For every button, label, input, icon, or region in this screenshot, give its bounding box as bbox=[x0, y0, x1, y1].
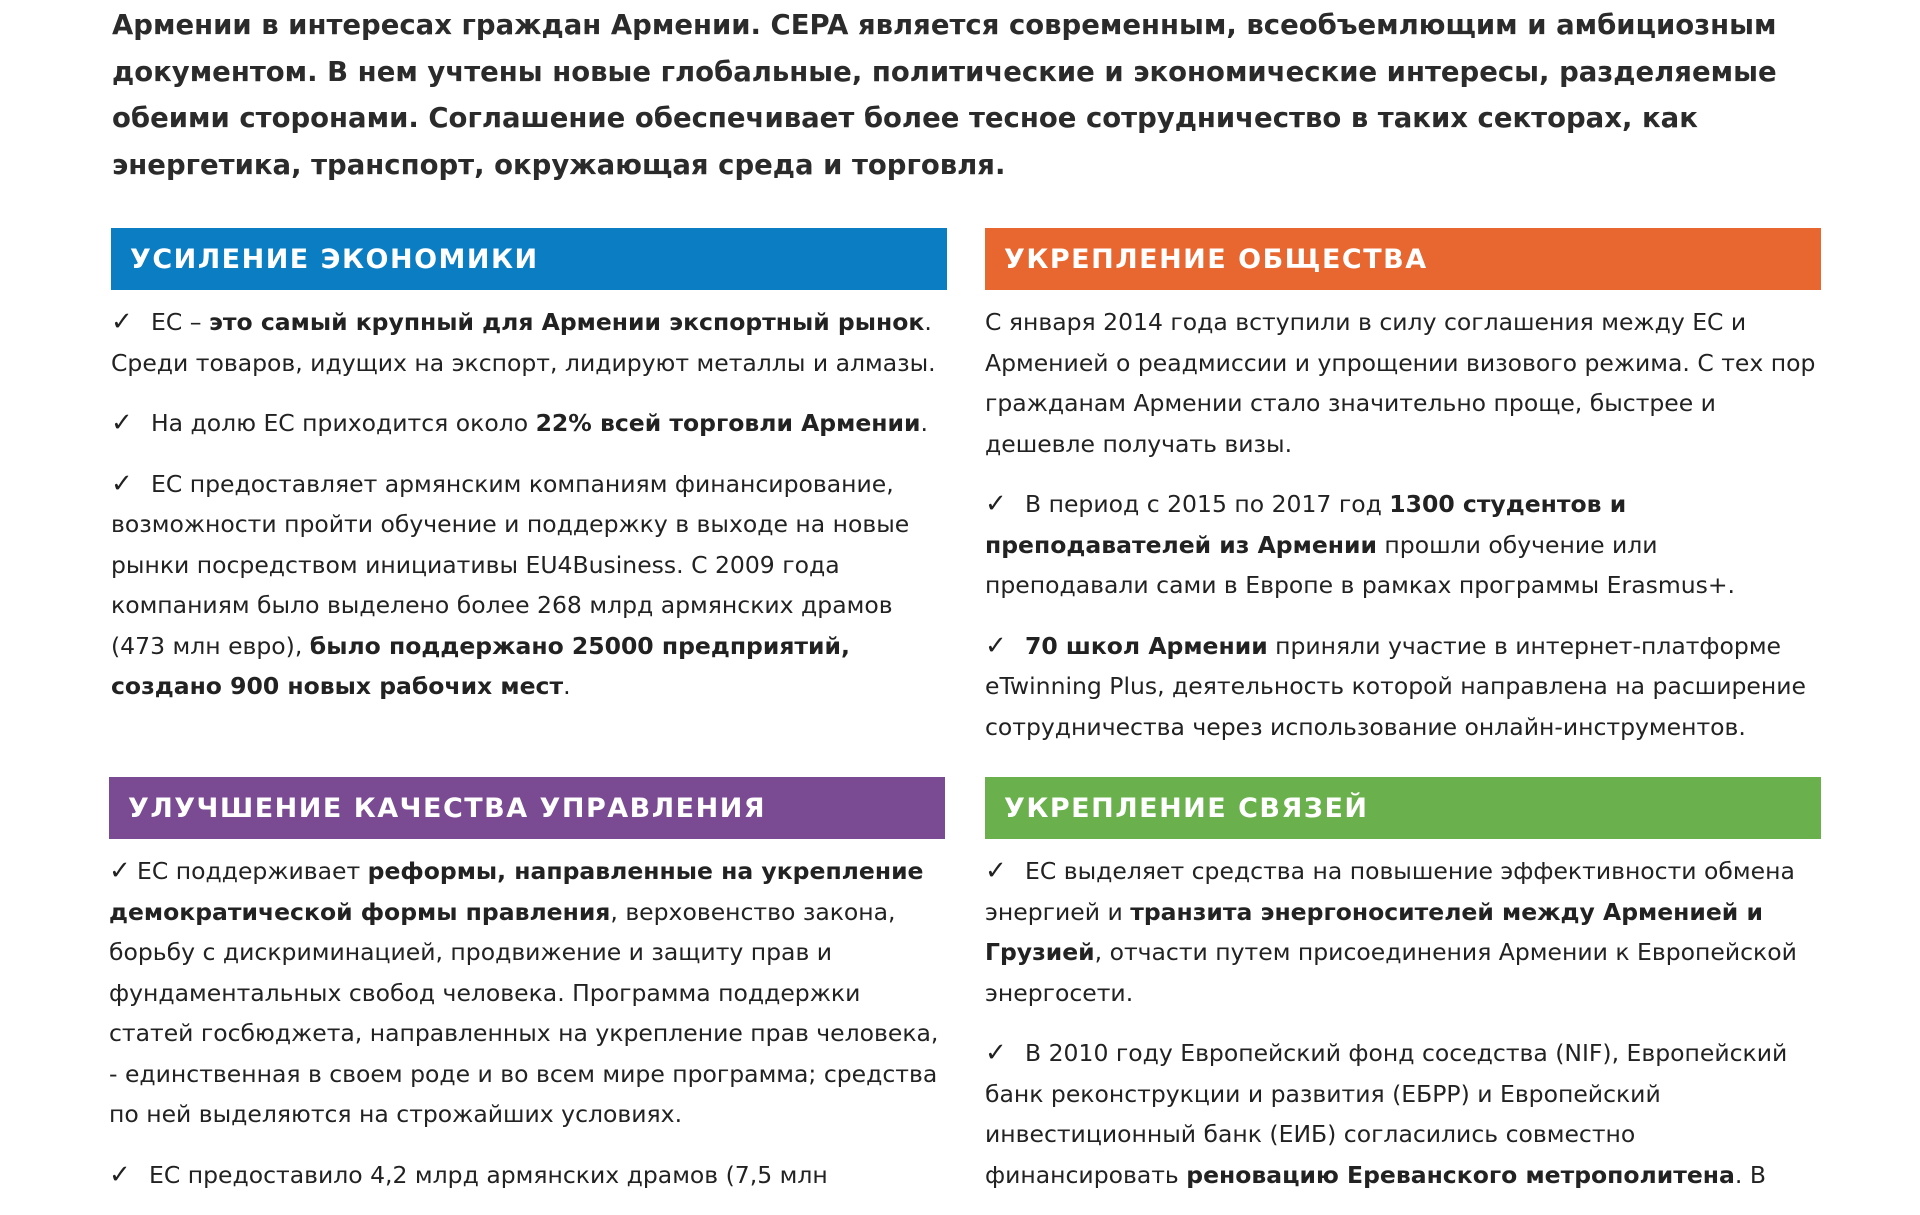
checkmark-icon: ✓ bbox=[111, 307, 133, 337]
society-item-3: ✓ 70 школ Армении приняли участие в интернет-платформе eTwinning Plus, деятельность которой направлена на расширение сотрудничества через использование онлайн-инструментов. bbox=[985, 630, 1806, 741]
section-title-governance: УЛУЧШЕНИЕ КАЧЕСТВА УПРАВЛЕНИЯ bbox=[128, 792, 767, 824]
checkmark-icon: ✓ bbox=[985, 630, 1007, 661]
section-governance bbox=[109, 777, 945, 1215]
section-connectivity bbox=[985, 777, 1821, 1215]
section-title-society: УКРЕПЛЕНИЕ ОБЩЕСТВА bbox=[1004, 243, 1428, 275]
section-title-connectivity: УКРЕПЛЕНИЕ СВЯЗЕЙ bbox=[1004, 792, 1369, 824]
section-society bbox=[985, 228, 1821, 767]
economy-item-2: ✓ На долю ЕС приходится около 22% всей торговли Армении. bbox=[111, 408, 928, 438]
checkmark-icon: ✓ bbox=[985, 1038, 1007, 1068]
checkmark-icon: ✓ bbox=[111, 408, 133, 438]
connectivity-item-2: ✓ В 2010 году Европейский фонд соседства (NIF), Европейский банк реконструкции и развития (ЕБРР) и Европейский инвестиционный банк (ЕИБ) согласились совместно финансировать реновацию Ереванского метрополитена. В bbox=[985, 1038, 1788, 1189]
governance-item-1: ✓ ЕС поддерживает реформы, направленные на укрепление демократической формы правления, верховенство закона, борьбу с дискриминацией, продвижение и защиту прав и фундаментальных свобод человека. Программа поддержки статей госбюджета, направленных на укрепление прав человека, - единственная в своем роде и во всем мире программа; средства по ней выделяются на строжайших условиях. bbox=[109, 856, 939, 1128]
section-economy bbox=[111, 228, 947, 727]
section-body-connectivity bbox=[985, 839, 1821, 1195]
intro-paragraph: Армении в интересах граждан Армении. CEPA является современным, всеобъемлющим и амбициозным документом. В нем учтены новые глобальные, политические и экономические интересы, разделяемые обеими сторонами. Соглашение обеспечивает более тесное сотрудничество в таких секторах, как энергетика, транспорт, окружающая среда и торговля. bbox=[112, 9, 1777, 181]
economy-item-3: ✓ ЕС предоставляет армянским компаниям финансирование, возможности пройти обучение и поддержку в выходе на новые рынки посредством инициативы EU4Business. С 2009 года компаниям было выделено более 268 млрд армянских драмов (473 млн евро), было поддержано 25000 предприятий, создано 900 новых рабочих мест. bbox=[111, 468, 910, 700]
section-header-economy bbox=[111, 228, 947, 290]
section-header-governance bbox=[109, 777, 945, 839]
society-item-1: С января 2014 года вступили в силу соглашения между ЕС и Арменией о реадмиссии и упрощении визового режима. С тех пор гражданам Армении стало значительно проще, быстрее и дешевле получать визы. bbox=[985, 308, 1816, 458]
section-header-society bbox=[985, 228, 1821, 290]
section-body-governance bbox=[109, 839, 945, 1195]
economy-item-1: ✓ ЕС – это самый крупный для Армении экспортный рынок. Среди товаров, идущих на экспорт, лидируют металлы и алмазы. bbox=[111, 307, 936, 377]
checkmark-icon: ✓ bbox=[109, 856, 131, 886]
section-title-economy: УСИЛЕНИЕ ЭКОНОМИКИ bbox=[130, 243, 539, 275]
society-item-2: ✓ В период с 2015 по 2017 год 1300 студентов и преподавателей из Армении прошли обучение или преподавали сами в Европе в рамках программы Erasmus+. bbox=[985, 489, 1736, 599]
checkmark-icon: ✓ bbox=[109, 1159, 131, 1190]
checkmark-icon: ✓ bbox=[985, 489, 1007, 519]
governance-item-2: ✓ ЕС предоставило 4,2 млрд армянских драмов (7,5 млн bbox=[109, 1159, 828, 1190]
section-body-economy bbox=[111, 290, 947, 707]
connectivity-item-1: ✓ ЕС выделяет средства на повышение эффективности обмена энергией и транзита энергоносителей между Арменией и Грузией, отчасти путем присоединения Армении к Европейской энергосети. bbox=[985, 856, 1797, 1007]
checkmark-icon: ✓ bbox=[985, 856, 1007, 886]
section-body-society bbox=[985, 290, 1821, 747]
checkmark-icon: ✓ bbox=[111, 468, 133, 499]
section-header-connectivity bbox=[985, 777, 1821, 839]
